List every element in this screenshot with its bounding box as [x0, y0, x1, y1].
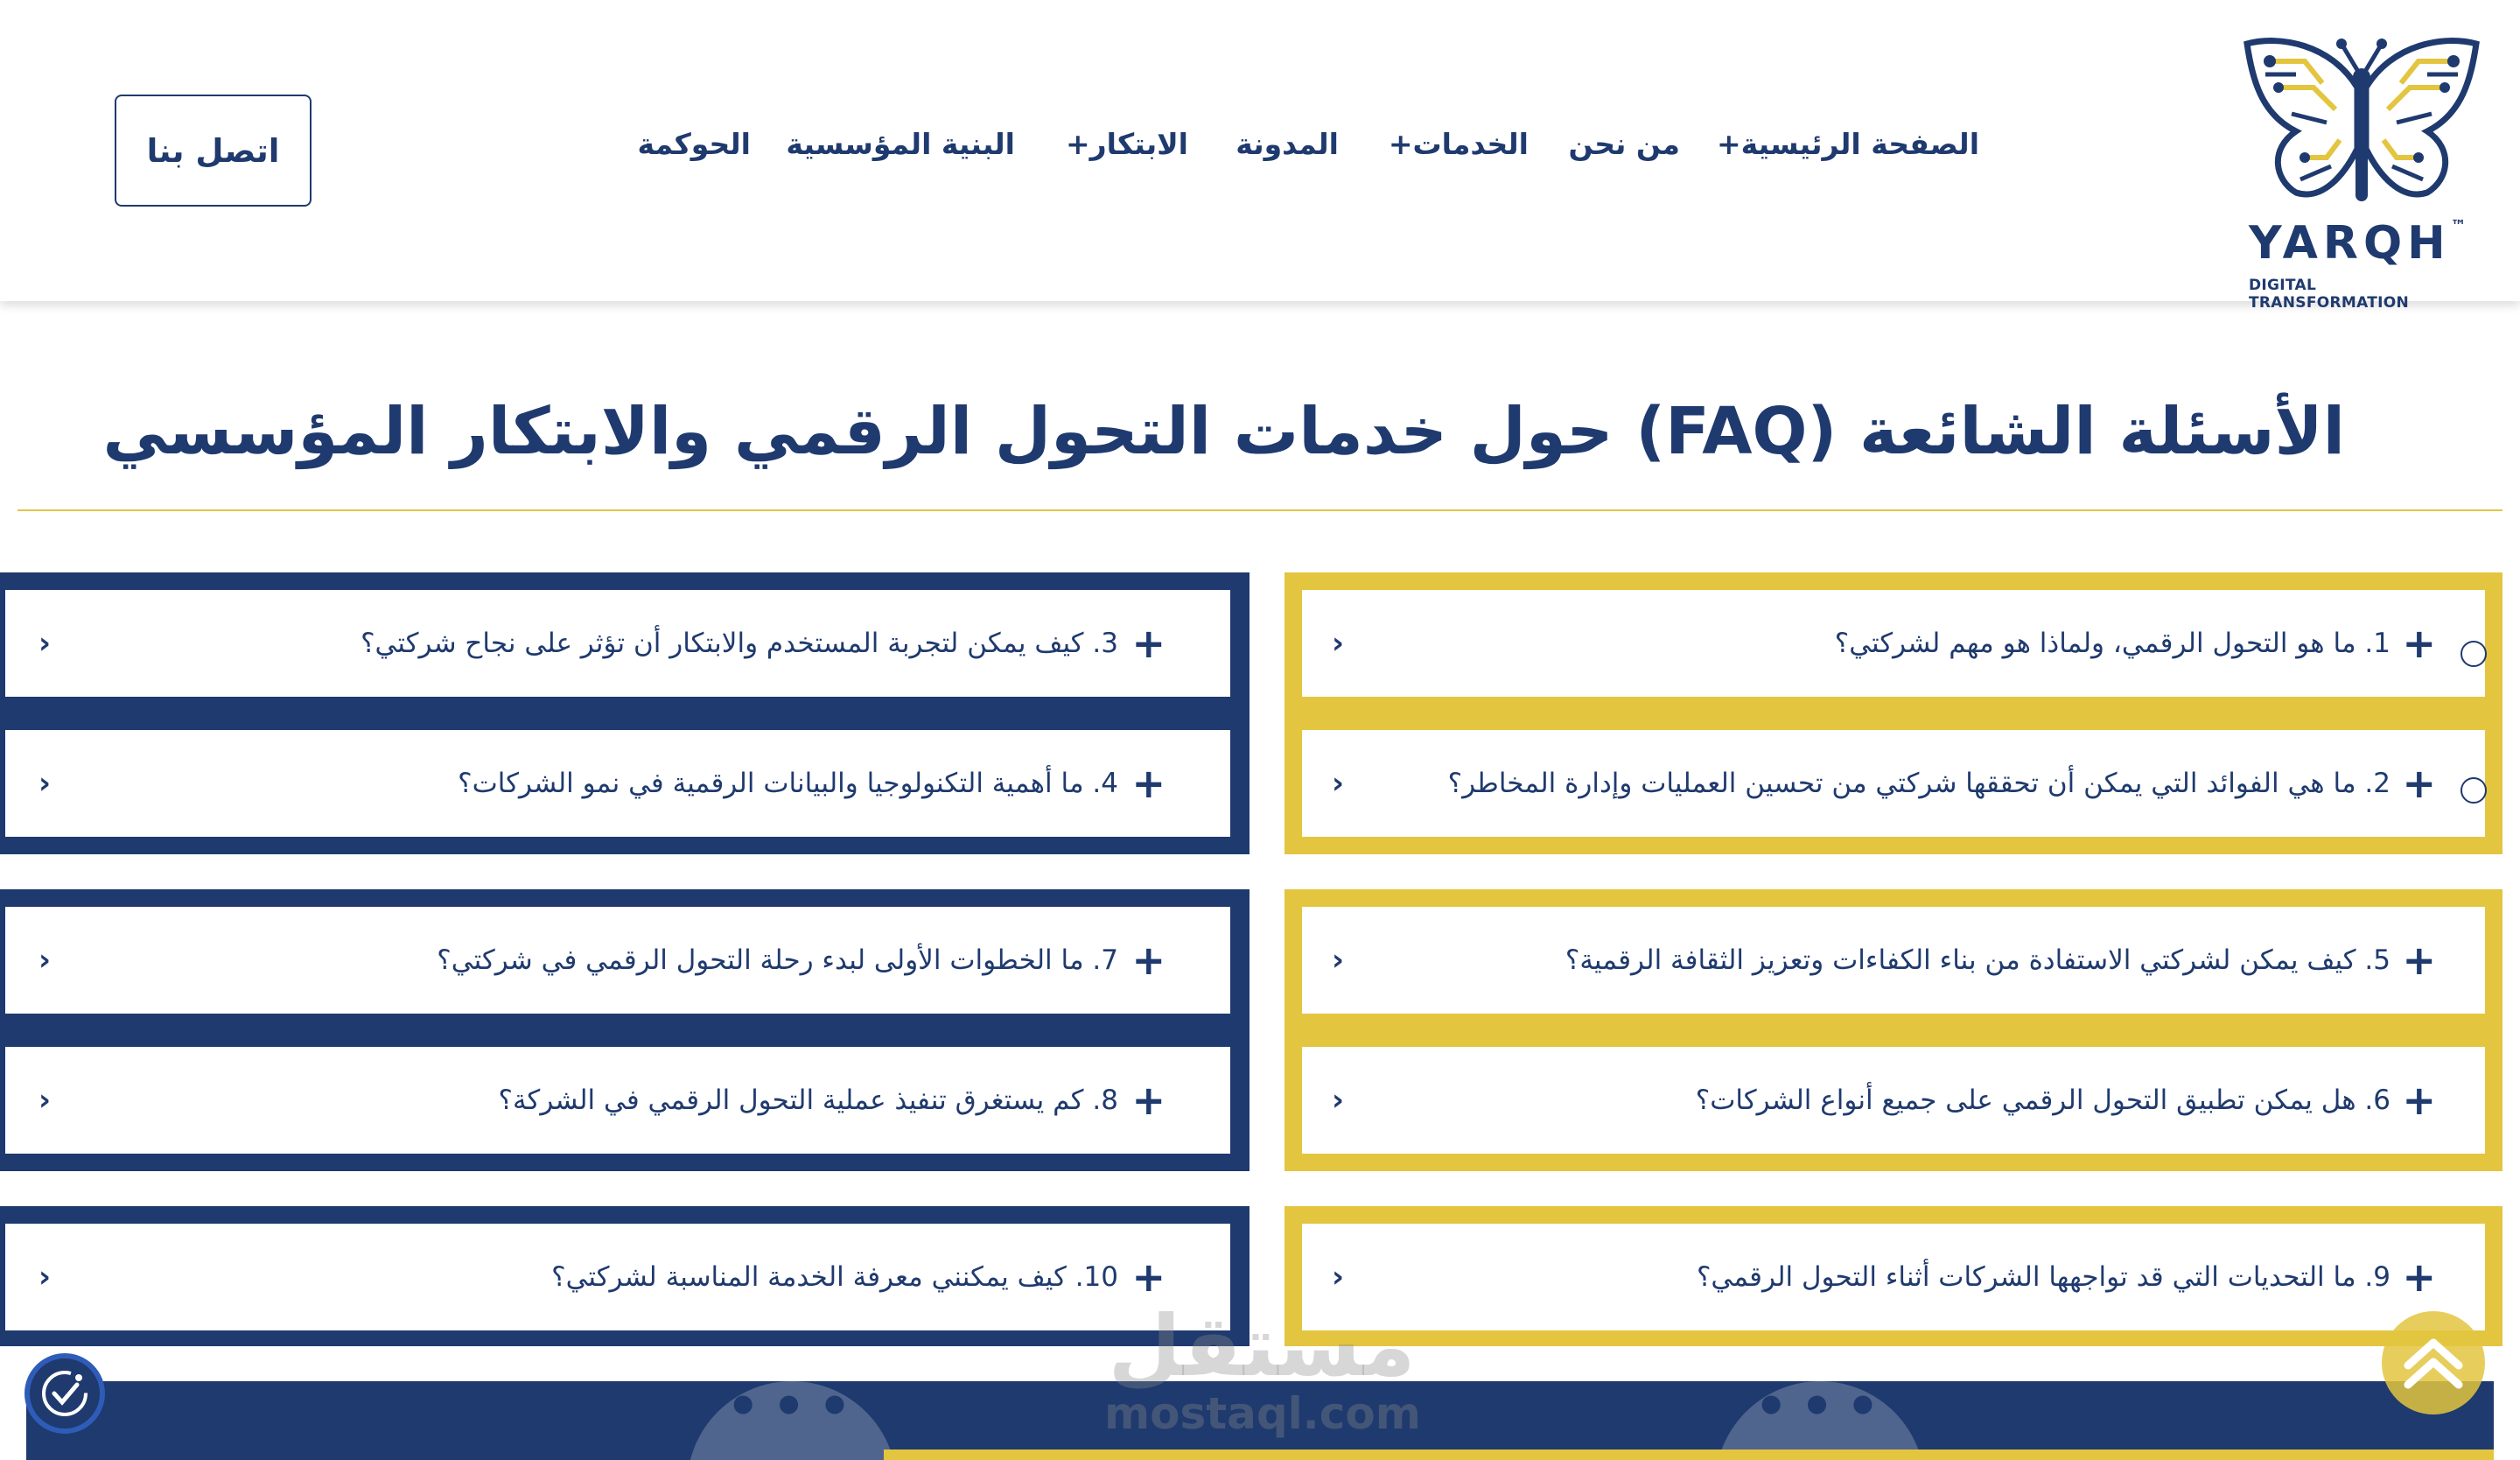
chevron-left-icon: › — [1332, 1260, 1345, 1295]
watermark — [1104, 1297, 1421, 1439]
plus-icon[interactable]: + — [1131, 1253, 1166, 1301]
plus-icon[interactable]: + — [2402, 620, 2436, 667]
faq-item-4[interactable] — [5, 730, 1230, 837]
faq-question: 1. ما هو التحول الرقمي، ولماذا هو مهم لشركتي؟ — [1834, 628, 2390, 659]
faq-group-navy-1 — [0, 572, 1250, 854]
chevron-left-icon: › — [1332, 766, 1345, 801]
faq-item-3[interactable] — [5, 590, 1230, 697]
faq-item-8[interactable] — [5, 1047, 1230, 1154]
faq-item-1[interactable] — [1302, 590, 2485, 697]
nav-services[interactable]: الخدمات+ — [1388, 127, 1529, 161]
accessibility-icon — [30, 1358, 100, 1428]
faq-question: 6. هل يمكن تطبيق التحول الرقمي على جميع أنواع الشركات؟ — [1695, 1084, 2390, 1116]
title-divider — [18, 509, 2502, 511]
chevron-left-icon: › — [38, 943, 52, 978]
accessibility-button[interactable] — [24, 1353, 105, 1434]
brand-tagline: DIGITAL TRANSFORMATION — [2249, 277, 2410, 312]
dots-icon: ••• — [726, 1381, 864, 1437]
watermark-arabic: مستقل — [1108, 1297, 1416, 1395]
footer-accent-bar — [884, 1449, 2494, 1460]
plus-icon[interactable]: + — [1131, 1077, 1166, 1124]
faq-item-7[interactable] — [5, 907, 1230, 1014]
dots-icon: ••• — [1754, 1381, 1893, 1437]
chevron-left-icon: › — [38, 1083, 52, 1118]
brand-name: YARQH™ — [2249, 217, 2472, 270]
faq-question: 7. ما الخطوات الأولى لبدء رحلة التحول الرقمي في شركتي؟ — [437, 944, 1118, 976]
site-header — [0, 0, 2520, 312]
chevron-left-icon: › — [1332, 626, 1345, 661]
chevron-left-icon: › — [38, 766, 52, 801]
faq-group-gold-3 — [1284, 1206, 2502, 1346]
faq-group-navy-3 — [0, 1206, 1250, 1346]
plus-icon[interactable]: + — [1131, 620, 1166, 667]
nav-about[interactable]: من نحن — [1568, 127, 1680, 161]
nav-blog[interactable]: المدونة — [1236, 127, 1339, 161]
faq-item-5[interactable] — [1302, 907, 2485, 1014]
nav-governance[interactable]: الحوكمة — [637, 127, 751, 161]
plus-icon[interactable]: + — [2402, 1077, 2436, 1124]
faq-group-gold-2 — [1284, 889, 2502, 1171]
butterfly-logo-icon — [2244, 35, 2480, 219]
faq-question: 9. ما التحديات التي قد تواجهها الشركات أثناء التحول الرقمي؟ — [1696, 1261, 2390, 1293]
faq-question: 3. كيف يمكن لتجربة المستخدم والابتكار أن تؤثر على نجاح شركتي؟ — [360, 628, 1118, 659]
faq-group-gold-1 — [1284, 572, 2502, 854]
faq-question: 10. كيف يمكنني معرفة الخدمة المناسبة لشركتي؟ — [551, 1261, 1118, 1293]
radio-indicator[interactable] — [2460, 641, 2487, 667]
double-chevron-up-icon — [2382, 1311, 2485, 1414]
radio-indicator[interactable] — [2460, 777, 2487, 804]
faq-item-2[interactable] — [1302, 730, 2485, 837]
chevron-left-icon: › — [1332, 1083, 1345, 1118]
faq-item-6[interactable] — [1302, 1047, 2485, 1154]
faq-question: 8. كم يستغرق تنفيذ عملية التحول الرقمي في الشركة؟ — [498, 1084, 1118, 1116]
faq-question: 2. ما هي الفوائد التي يمكن أن تحققها شركتي من تحسين العمليات وإدارة المخاطر؟ — [1447, 768, 2390, 799]
back-to-top-button[interactable] — [2382, 1311, 2485, 1414]
faq-item-10[interactable] — [5, 1224, 1230, 1330]
plus-icon[interactable]: + — [1131, 937, 1166, 984]
brand-logo[interactable] — [2244, 35, 2480, 312]
nav-home[interactable]: الصفحة الرئيسية+ — [1716, 127, 1979, 161]
contact-us-button[interactable]: اتصل بنا — [115, 95, 312, 207]
plus-icon[interactable]: + — [2402, 760, 2436, 807]
chevron-left-icon: › — [1332, 943, 1345, 978]
page-title: الأسئلة الشائعة (FAQ) حول خدمات التحول الرقمي والابتكار المؤسسي — [102, 394, 2345, 469]
nav-enterprise-architecture[interactable]: البنية المؤسسية — [786, 127, 1015, 161]
chevron-left-icon: › — [38, 626, 52, 661]
plus-icon[interactable]: + — [2402, 937, 2436, 984]
faq-question: 4. ما أهمية التكنولوجيا والبيانات الرقمية في نمو الشركات؟ — [458, 768, 1118, 799]
faq-question: 5. كيف يمكن لشركتي الاستفادة من بناء الكفاءات وتعزيز الثقافة الرقمية؟ — [1564, 944, 2390, 976]
plus-icon[interactable]: + — [1131, 760, 1166, 807]
plus-icon[interactable]: + — [2402, 1253, 2436, 1301]
watermark-latin: mostaql.com — [1104, 1388, 1421, 1439]
faq-group-navy-2 — [0, 889, 1250, 1171]
chevron-left-icon: › — [38, 1260, 52, 1295]
faq-item-9[interactable] — [1302, 1224, 2485, 1330]
nav-innovation[interactable]: الابتكار+ — [1066, 127, 1188, 161]
